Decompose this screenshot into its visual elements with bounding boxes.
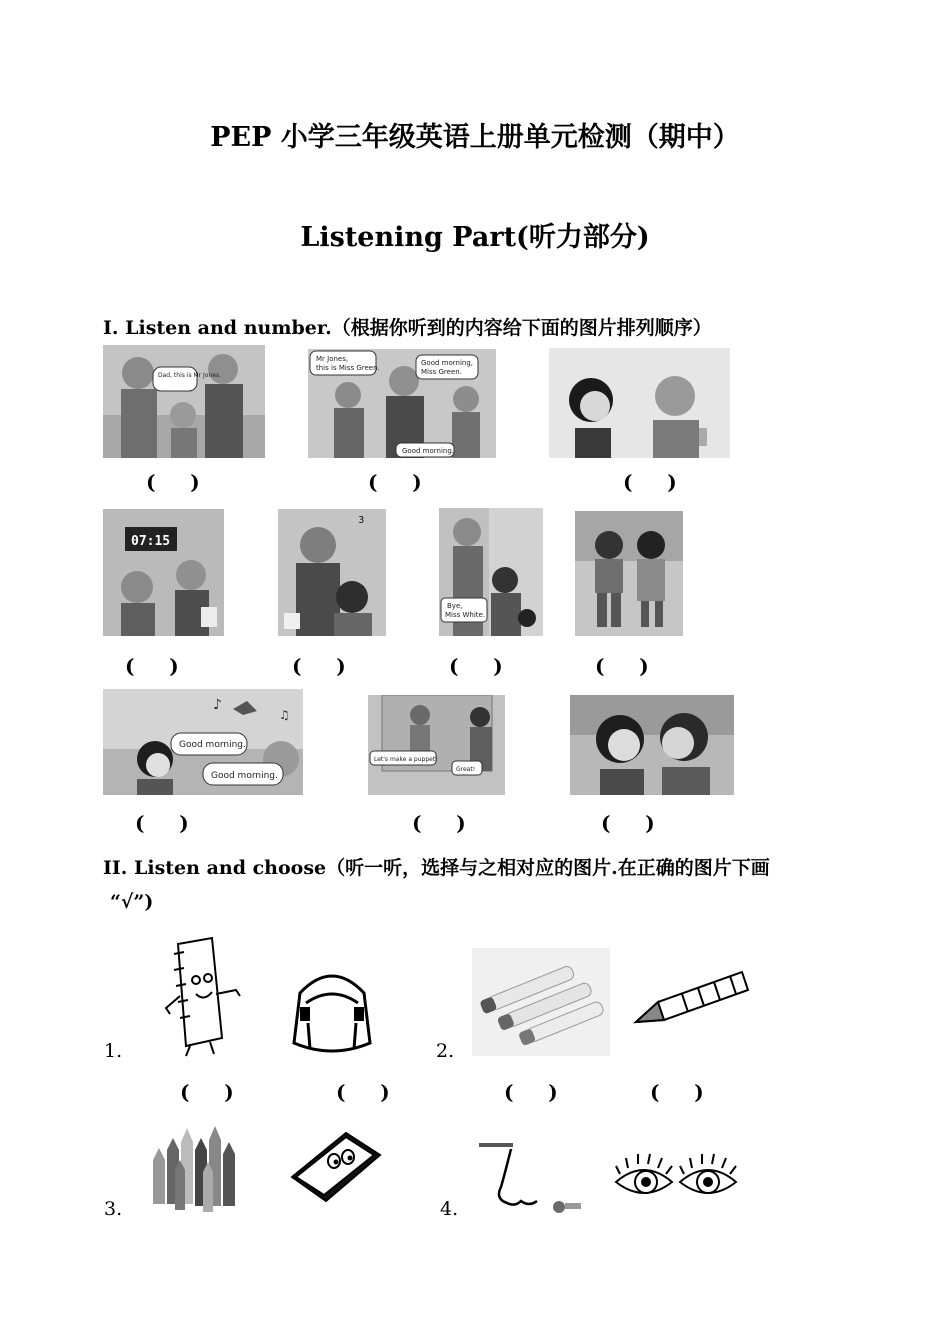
answer-blank-12[interactable]: ( ): [336, 1080, 390, 1104]
picture-clock-morning: [103, 509, 224, 636]
bubble-mr-jones-1: Mr Jones,: [316, 355, 349, 363]
bubble-bye-2: Miss White.: [445, 611, 486, 619]
crayons-icon: [145, 1120, 243, 1216]
ruler-icon: [160, 934, 248, 1058]
item-1-number: 1.: [104, 1040, 123, 1062]
answer-blank-11[interactable]: ( ): [180, 1080, 234, 1104]
answer-blank-6[interactable]: ( ): [449, 654, 503, 678]
answer-blank-7[interactable]: ( ): [595, 654, 649, 678]
bubble-gm-miss-green-2: Miss Green.: [421, 368, 462, 376]
section-1-heading: I. Listen and number.（根据你听到的内容给下面的图片排列顺序）: [103, 317, 712, 339]
bubble-puppet: Let's make a puppet!: [374, 756, 438, 763]
item-2-number: 2.: [436, 1040, 455, 1062]
eyes-icon: [612, 1152, 740, 1208]
music-note-icon: ♪: [213, 697, 222, 713]
answer-blank-9[interactable]: ( ): [412, 811, 466, 835]
music-note-icon: ♫: [279, 708, 290, 722]
bubble-good-morning-1: Good morning.: [179, 740, 246, 750]
answer-blank-14[interactable]: ( ): [650, 1080, 704, 1104]
item-4-number: 4.: [440, 1198, 459, 1220]
answer-blank-8[interactable]: ( ): [135, 811, 189, 835]
picture-boy-and-girl-waving: [549, 348, 730, 458]
bubble-great: Great!: [456, 766, 476, 773]
section-2-heading: II. Listen and choose（听一听，选择与之相对应的图片.在正确的图片下画: [103, 857, 770, 879]
page-number-3: 3: [358, 515, 365, 526]
answer-blank-1[interactable]: ( ): [146, 470, 200, 494]
picture-mr-jones-miss-green: [308, 349, 496, 458]
answer-blank-5[interactable]: ( ): [292, 654, 346, 678]
picture-make-a-puppet: [368, 695, 505, 795]
chalk-icon: [472, 948, 610, 1056]
page-title: PEP 小学三年级英语上册单元检测（期中）: [210, 122, 740, 153]
bubble-good-morning-2: Good morning.: [211, 771, 278, 781]
picture-father-and-child: [278, 509, 386, 636]
answer-blank-3[interactable]: ( ): [623, 470, 677, 494]
picture-two-girls-talking: [570, 695, 734, 795]
picture-two-children-walking: [575, 511, 683, 636]
answer-blank-10[interactable]: ( ): [601, 811, 655, 835]
picture-good-morning-outdoors: [103, 689, 303, 795]
eraser-icon: [286, 1127, 384, 1207]
bubble-good-morning: Good morning.: [402, 447, 455, 455]
clock-time: 07:15: [131, 534, 171, 549]
picture-dad-introduces-mr-jones: [103, 345, 265, 458]
answer-blank-13[interactable]: ( ): [504, 1080, 558, 1104]
bubble-mr-jones-2: this is Miss Green.: [316, 364, 380, 372]
bag-icon: [286, 963, 378, 1057]
answer-blank-4[interactable]: ( ): [125, 654, 179, 678]
item-3-number: 3.: [104, 1198, 123, 1220]
bubble-dad-line: Dad, this is Mr Jones.: [158, 372, 221, 379]
answer-blank-2[interactable]: ( ): [368, 470, 422, 494]
nose-icon: [475, 1137, 587, 1219]
pencil-icon: [632, 966, 752, 1032]
picture-bye-miss-white: [439, 508, 543, 636]
bubble-gm-miss-green-1: Good morning,: [421, 359, 474, 367]
page-subtitle: Listening Part(听力部分): [300, 222, 650, 253]
bubble-bye-1: Bye,: [447, 602, 463, 610]
section-2-heading-line2: “√”): [110, 891, 154, 913]
